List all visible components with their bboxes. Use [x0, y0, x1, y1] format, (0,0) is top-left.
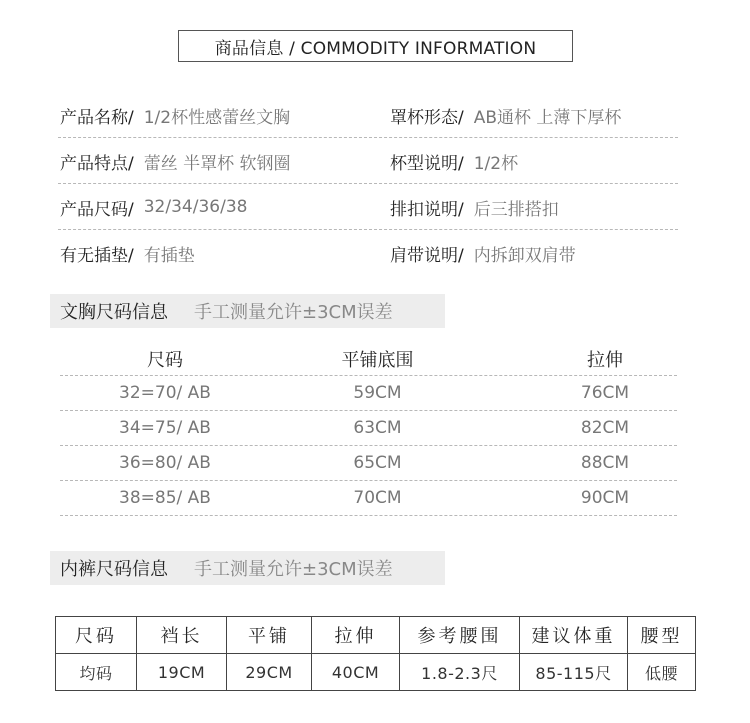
info-value: 1/2杯: [473, 153, 519, 174]
brief-size-table: [55, 616, 696, 691]
info-value: 32/34/36/38: [143, 197, 248, 217]
column-header: 尺码: [147, 349, 183, 371]
table-cell: 低腰: [628, 654, 696, 691]
info-label: 杯型说明/: [390, 153, 464, 174]
table-cell: 85-115尺: [520, 654, 628, 691]
table-row: [60, 411, 677, 446]
column-header: 平铺底围: [341, 349, 414, 371]
table-cell: 63CM: [353, 418, 402, 438]
info-row: [58, 92, 678, 138]
info-label: 产品特点/: [60, 153, 134, 174]
bra-size-section-header: [50, 294, 445, 328]
table-cell: 19CM: [137, 654, 227, 691]
table-row: [60, 481, 677, 516]
section-title: 内裤尺码信息: [60, 559, 168, 580]
column-header: 平铺: [227, 617, 312, 654]
info-row: [58, 184, 678, 230]
column-header: 尺码: [56, 617, 137, 654]
column-header: 裆长: [137, 617, 227, 654]
table-cell: 38=85/ AB: [119, 488, 211, 508]
table-cell: 88CM: [580, 453, 630, 473]
info-item: [60, 184, 247, 230]
table-cell: 34=75/ AB: [119, 418, 211, 438]
column-header: 腰型: [628, 617, 696, 654]
column-header: 参考腰围: [400, 617, 520, 654]
table-cell: 90CM: [580, 488, 630, 508]
section-note: 手工测量允许±3CM误差: [194, 559, 393, 580]
table-cell: 59CM: [353, 383, 402, 403]
section-title: 文胸尺码信息: [60, 302, 168, 323]
table-cell: 65CM: [353, 453, 402, 473]
column-header: 建议体重: [520, 617, 628, 654]
info-label: 肩带说明/: [390, 245, 464, 266]
info-item: [60, 230, 195, 276]
info-item: [60, 92, 290, 138]
info-item: [390, 184, 559, 230]
table-cell: 36=80/ AB: [119, 453, 211, 473]
table-header-row: [56, 617, 696, 654]
info-label: 产品尺码/: [60, 199, 134, 220]
info-label: 有无插垫/: [60, 245, 134, 266]
column-header: 拉伸: [312, 617, 400, 654]
info-value: AB通杯 上薄下厚杯: [473, 107, 622, 128]
info-value: 内拆卸双肩带: [473, 245, 576, 266]
info-item: [390, 92, 621, 138]
info-item: [390, 138, 518, 184]
info-label: 罩杯形态/: [390, 107, 464, 128]
table-row: [60, 446, 677, 481]
table-cell: 70CM: [353, 488, 402, 508]
table-cell: 76CM: [580, 383, 630, 403]
table-cell: 29CM: [227, 654, 312, 691]
info-row: [58, 138, 678, 184]
table-cell: 40CM: [312, 654, 400, 691]
info-label: 排扣说明/: [390, 199, 464, 220]
info-value: 有插垫: [143, 245, 195, 266]
info-item: [60, 138, 291, 184]
bra-size-table: [60, 342, 677, 516]
info-value: 后三排搭扣: [473, 199, 559, 220]
table-cell: 1.8-2.3尺: [400, 654, 520, 691]
table-header-row: [60, 342, 677, 376]
info-row: [58, 230, 678, 276]
table-cell: 均码: [56, 654, 137, 691]
page-title: 商品信息 / COMMODITY INFORMATION: [178, 30, 573, 62]
info-label: 产品名称/: [60, 107, 134, 128]
brief-size-section-header: [50, 551, 445, 585]
column-header: 拉伸: [587, 349, 623, 371]
info-value: 蕾丝 半罩杯 软钢圈: [143, 153, 291, 174]
info-item: [390, 230, 576, 276]
table-row: [56, 654, 696, 691]
table-cell: 82CM: [580, 418, 630, 438]
section-note: 手工测量允许±3CM误差: [194, 302, 393, 323]
table-cell: 32=70/ AB: [119, 383, 211, 403]
table-row: [60, 376, 677, 411]
info-value: 1/2杯性感蕾丝文胸: [143, 107, 291, 128]
